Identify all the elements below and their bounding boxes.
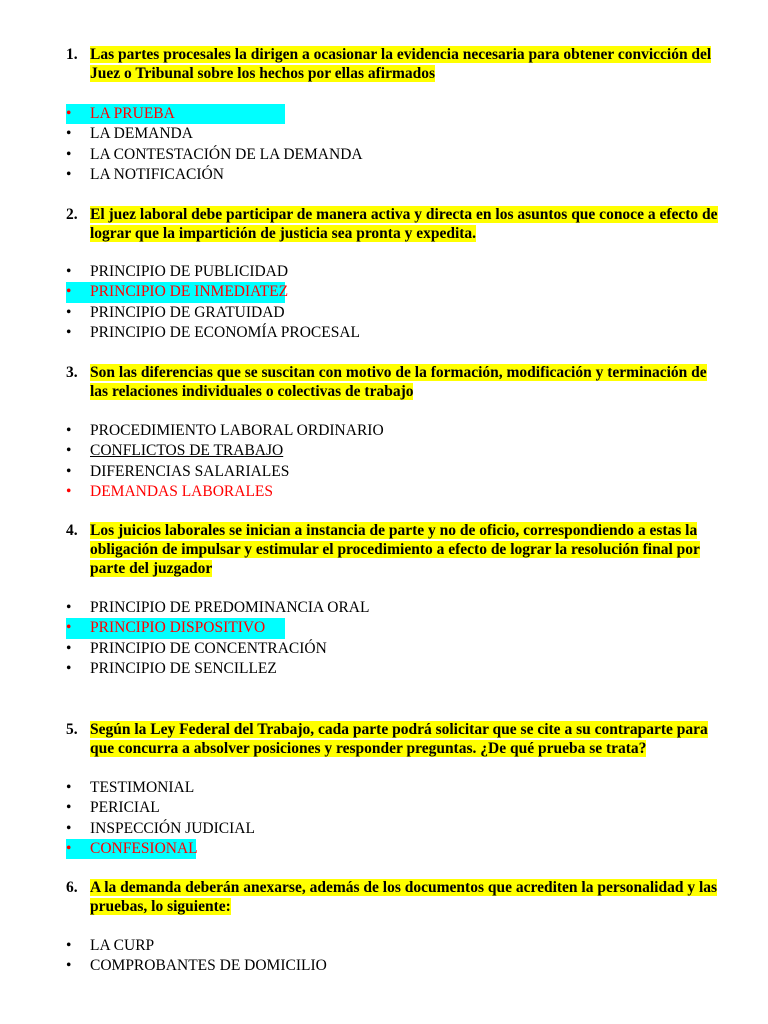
question-2	[66, 205, 726, 243]
option: • PRINCIPIO DE PUBLICIDAD	[66, 263, 289, 280]
question-number: 2.	[66, 206, 78, 223]
options-list-6	[66, 936, 706, 977]
options-list-3	[66, 421, 706, 502]
question-text: El juez laboral debe participar de manera activa y directa en los asuntos que conoce a efecto de lograr que la impartición de justicia sea pronta y expedita.	[90, 206, 718, 242]
option-highlighted: • CONFESIONAL	[66, 839, 706, 859]
question-text: Las partes procesales la dirigen a ocasionar la evidencia necesaria para obtener convicción del Juez o Tribunal sobre los hechos por ellas afirmados	[90, 46, 712, 82]
question-5	[66, 720, 726, 758]
question-number: 3.	[66, 364, 78, 381]
option: • INSPECCIÓN JUDICIAL	[66, 819, 255, 837]
options-list-2	[66, 262, 706, 343]
option: • PRINCIPIO DE ECONOMÍA PROCESAL	[66, 323, 360, 341]
question-text: Los juicios laborales se inician a instancia de parte y no de oficio, correspondiendo a estas la obligación de impulsar y estimular el procedimiento a efecto de lograr la resolución final por parte del juzgador	[90, 522, 700, 577]
options-list-1	[66, 104, 706, 185]
question-text: Según la Ley Federal del Trabajo, cada parte podrá solicitar que se cite a su contraparte para que concurra a absolver posiciones y responder preguntas. ¿De qué prueba se trata?	[90, 721, 708, 757]
option: • PROCEDIMIENTO LABORAL ORDINARIO	[66, 422, 384, 439]
question-6	[66, 878, 726, 916]
option: • LA DEMANDA	[66, 125, 193, 143]
question-4	[66, 521, 726, 578]
question-number: 6.	[66, 879, 78, 896]
option: • DIFERENCIAS SALARIALES	[66, 462, 290, 480]
option-red: • DEMANDAS LABORALES	[66, 482, 273, 500]
option: • COMPROBANTES DE DOMICILIO	[66, 957, 327, 975]
question-text: A la demanda deberán anexarse, además de los documentos que acrediten la personalidad y las pruebas, lo siguiente:	[90, 879, 718, 915]
option-highlighted: • PRINCIPIO DE INMEDIATEZ	[66, 282, 706, 302]
question-text: Son las diferencias que se suscitan con motivo de la formación, modificación y terminación de las relaciones individuales o colectivas de trabajo	[90, 364, 707, 400]
option: • LA CURP	[66, 937, 155, 954]
option-highlighted: • PRINCIPIO DISPOSITIVO	[66, 618, 706, 638]
question-number: 1.	[66, 46, 78, 63]
option: • PRINCIPIO DE GRATUIDAD	[66, 303, 285, 321]
option-underlined: • CONFLICTOS DE TRABAJO	[66, 442, 284, 460]
option-highlighted: • LA PRUEBA	[66, 104, 706, 124]
question-3	[66, 363, 726, 401]
option: • TESTIMONIAL	[66, 779, 195, 796]
option: • LA NOTIFICACIÓN	[66, 165, 224, 183]
question-number: 4.	[66, 522, 78, 539]
option: • PERICIAL	[66, 799, 160, 817]
question-number: 5.	[66, 721, 78, 738]
options-list-5	[66, 778, 706, 859]
option: • PRINCIPIO DE SENCILLEZ	[66, 659, 277, 677]
option: • LA CONTESTACIÓN DE LA DEMANDA	[66, 145, 363, 163]
options-list-4	[66, 598, 706, 679]
question-1	[66, 45, 726, 83]
option: • PRINCIPIO DE CONCENTRACIÓN	[66, 639, 327, 657]
option: • PRINCIPIO DE PREDOMINANCIA ORAL	[66, 599, 370, 616]
